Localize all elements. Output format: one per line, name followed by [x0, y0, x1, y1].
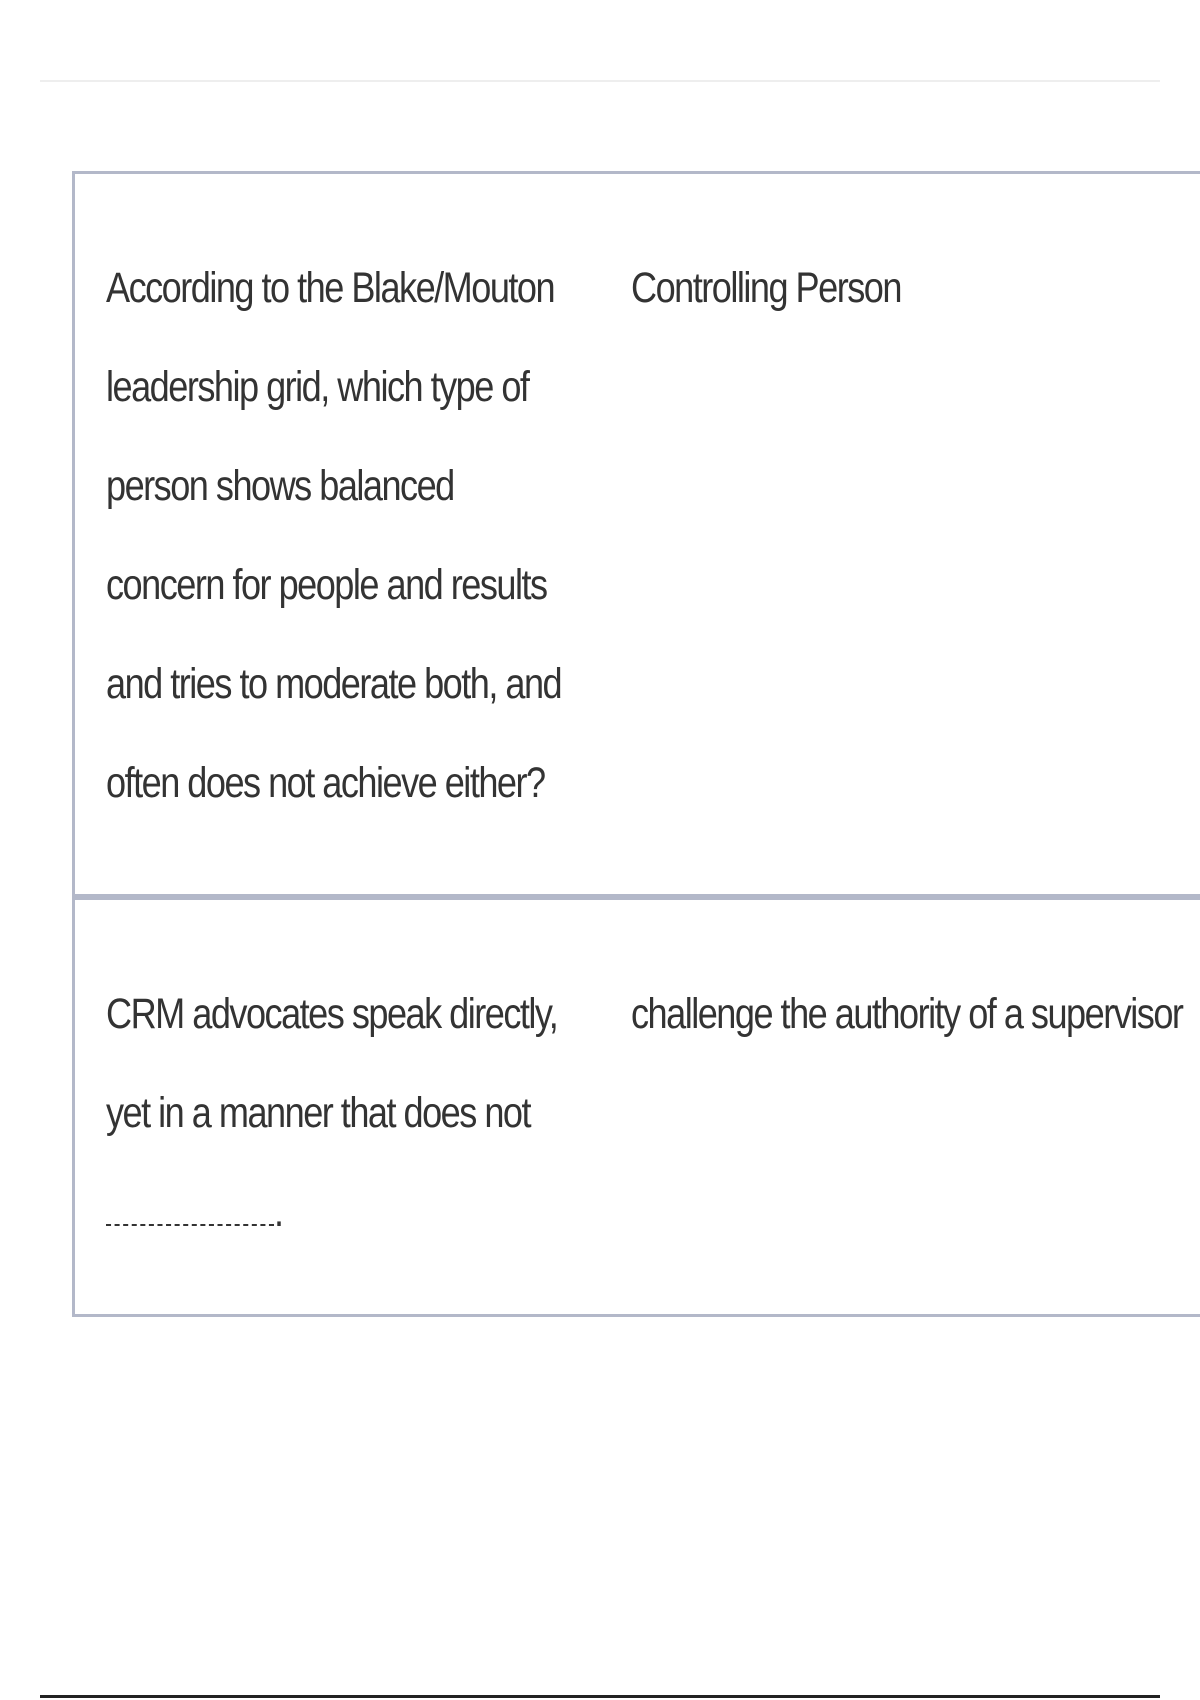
term-suffix: .	[274, 1188, 283, 1236]
flashcard-definition: challenge the authority of a supervisor	[631, 990, 1183, 1038]
flashcard[interactable]	[72, 895, 1200, 1317]
flashcard-term	[106, 239, 576, 833]
flashcard-list	[72, 171, 1200, 1317]
term-text: According to the Blake/Mouton leadership grid, which type of person shows balanced concern for people and results and tries to moderate both, and often does not achieve either?	[106, 264, 562, 807]
flashcard-definition: Controlling Person	[631, 264, 901, 312]
top-divider	[40, 80, 1160, 82]
fill-in-blank	[106, 1198, 274, 1226]
bottom-divider	[40, 1695, 1160, 1698]
flashcard-term	[106, 965, 576, 1262]
flashcard[interactable]	[72, 171, 1200, 897]
term-text: CRM advocates speak directly, yet in a manner that does not	[106, 990, 558, 1137]
